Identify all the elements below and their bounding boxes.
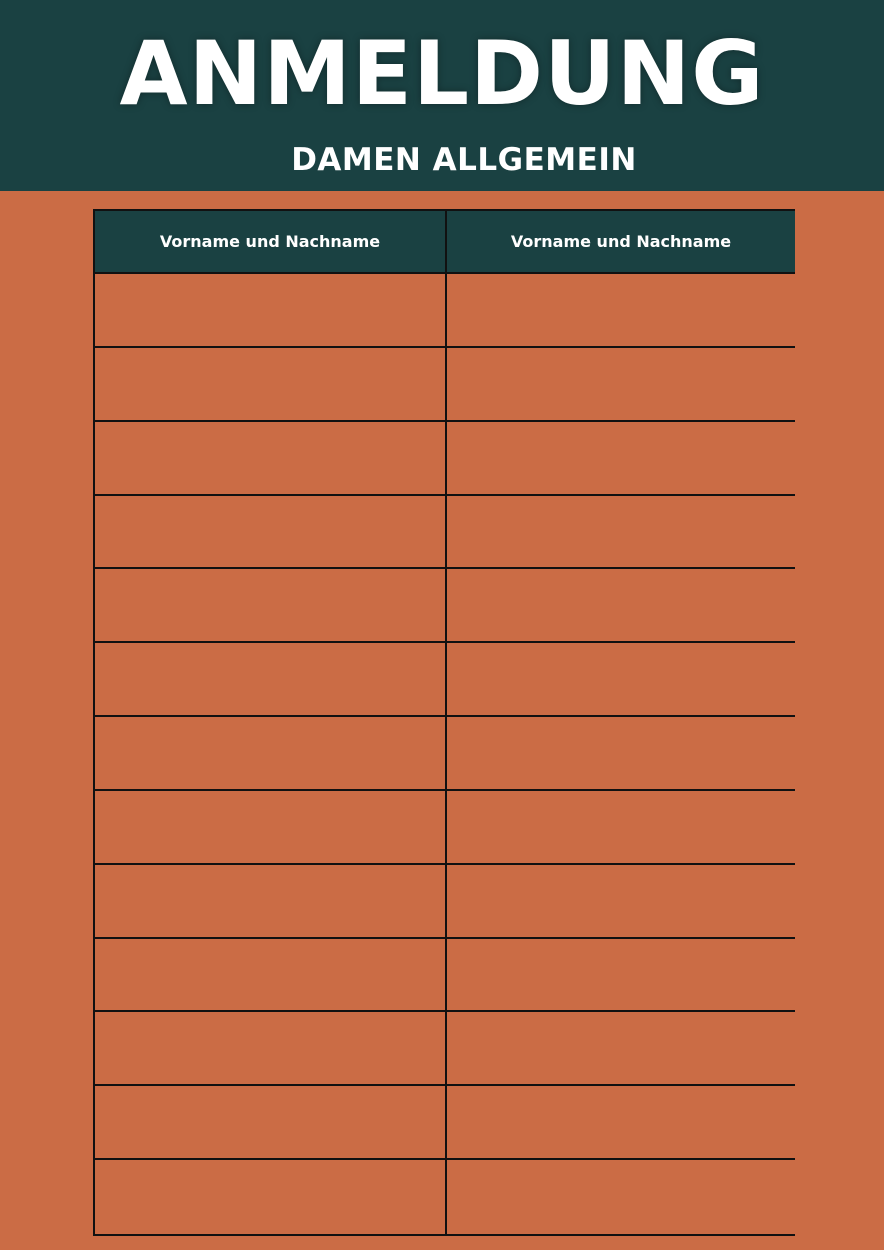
name-cell[interactable] — [95, 348, 447, 422]
page-title: ANMELDUNG — [119, 22, 765, 125]
name-cell[interactable] — [447, 569, 795, 643]
name-cell[interactable] — [447, 791, 795, 865]
name-cell[interactable] — [95, 939, 447, 1013]
name-cell[interactable] — [447, 717, 795, 791]
name-cell[interactable] — [95, 1012, 447, 1086]
name-cell[interactable] — [95, 274, 447, 348]
name-cell[interactable] — [447, 939, 795, 1013]
name-cell[interactable] — [447, 496, 795, 570]
name-cell[interactable] — [95, 865, 447, 939]
header-banner — [0, 0, 884, 191]
name-cell[interactable] — [447, 422, 795, 496]
name-cell[interactable] — [95, 1086, 447, 1160]
name-cell[interactable] — [447, 348, 795, 422]
signup-table — [93, 209, 795, 1236]
column-header-right: Vorname und Nachname — [447, 211, 795, 274]
name-cell[interactable] — [447, 1012, 795, 1086]
name-cell[interactable] — [95, 643, 447, 717]
name-cell[interactable] — [447, 1086, 795, 1160]
name-cell[interactable] — [95, 496, 447, 570]
name-cell[interactable] — [95, 422, 447, 496]
name-cell[interactable] — [447, 1160, 795, 1234]
name-cell[interactable] — [447, 865, 795, 939]
name-cell[interactable] — [95, 717, 447, 791]
name-cell[interactable] — [447, 643, 795, 717]
page-subtitle: DAMEN ALLGEMEIN — [291, 142, 637, 178]
name-cell[interactable] — [95, 791, 447, 865]
name-cell[interactable] — [95, 569, 447, 643]
name-cell[interactable] — [95, 1160, 447, 1234]
name-cell[interactable] — [447, 274, 795, 348]
column-header-left: Vorname und Nachname — [95, 211, 447, 274]
